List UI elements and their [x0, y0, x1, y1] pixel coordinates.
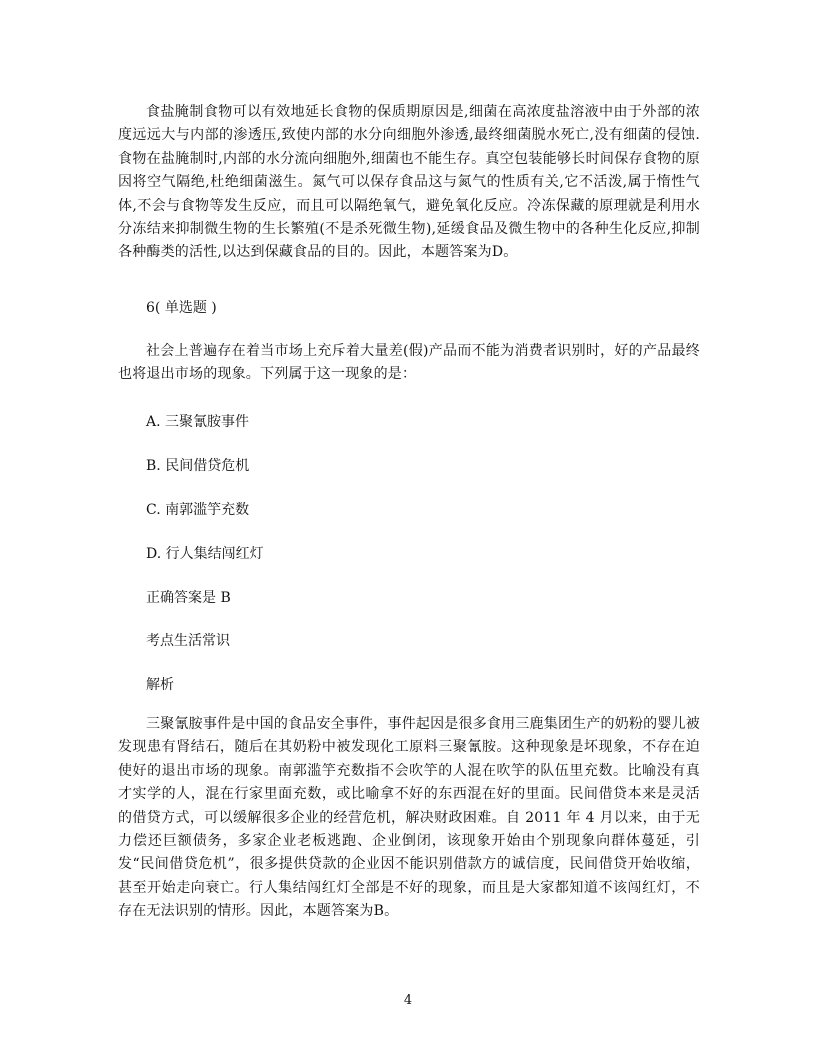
intro-paragraph-block [118, 101, 700, 265]
topic-label: 考点生活常识 [146, 633, 230, 649]
option-b: B. 民间借贷危机 [146, 458, 250, 474]
analysis-paragraph: 三聚氰胺事件是中国的食品安全事件，事件起因是很多食用三鹿集团生产的奶粉的婴儿被发现患有肾结石，随后在其奶粉中被发现化工原料三聚氰胺。这种现象是坏现象，不存在迫使好的退出市场的现象。南郭滥竽充数指不会吹竽的人混在吹竽的队伍里充数。比喻没有真才实学的人，混在行家里面充数，或比喻拿不好的东西混在好的里面。民间借贷本来是灵活的借贷方式，可以缓解很多企业的经营危机，解决财政困难。自 2011 年 4 月以来，由于无力偿还巨额债务，多家企业老板逃跑、企业倒闭，该现象开始由个别现象向群体蔓延，引发“民间借贷危机”，很多提供贷款的企业因不能识别借款方的诚信度，民间借贷开始收缩，甚至开始走向衰亡。行人集结闯红灯全部是不好的现象，而且是大家都知道不该闯红灯，不存在无法识别的情形。因此，本题答案为B。 [118, 716, 700, 920]
option-a: A. 三聚氰胺事件 [146, 414, 250, 430]
question-stem-block [118, 340, 700, 387]
option-c: C. 南郭滥竽充数 [146, 502, 250, 518]
analysis-heading: 解析 [146, 677, 174, 693]
question-number: 6( 单选题 ) [146, 300, 217, 316]
correct-answer: 正确答案是 B [146, 590, 231, 606]
intro-paragraph: 食盐腌制食物可以有效地延长食物的保质期原因是,细菌在高浓度盐溶液中由于外部的浓度远远大与内部的渗透压,致使内部的水分向细胞外渗透,最终细菌脱水死亡,没有细菌的侵蚀.食物在盐腌制时,内部的水分流向细胞外,细菌也不能生存。真空包装能够长时间保存食物的原因将空气隔绝,杜绝细菌滋生。氮气可以保存食品这与氮气的性质有关,它不活泼,属于惰性气体,不会与食物等发生反应，而且可以隔绝氧气，避免氧化反应。冷冻保藏的原理就是利用水分冻结来抑制微生物的生长繁殖(不是杀死微生物),延缓食品及微生物中的各种生化反应,抑制各种酶类的活性,以达到保藏食品的目的。因此，本题答案为D。 [118, 104, 700, 261]
analysis-block [118, 713, 700, 924]
page-number: 4 [403, 993, 413, 1008]
question-stem: 社会上普遍存在着当市场上充斥着大量差(假)产品而不能为消费者识别时，好的产品最终也将退出市场的现象。下列属于这一现象的是： [118, 343, 700, 383]
option-d: D. 行人集结闯红灯 [146, 546, 264, 562]
